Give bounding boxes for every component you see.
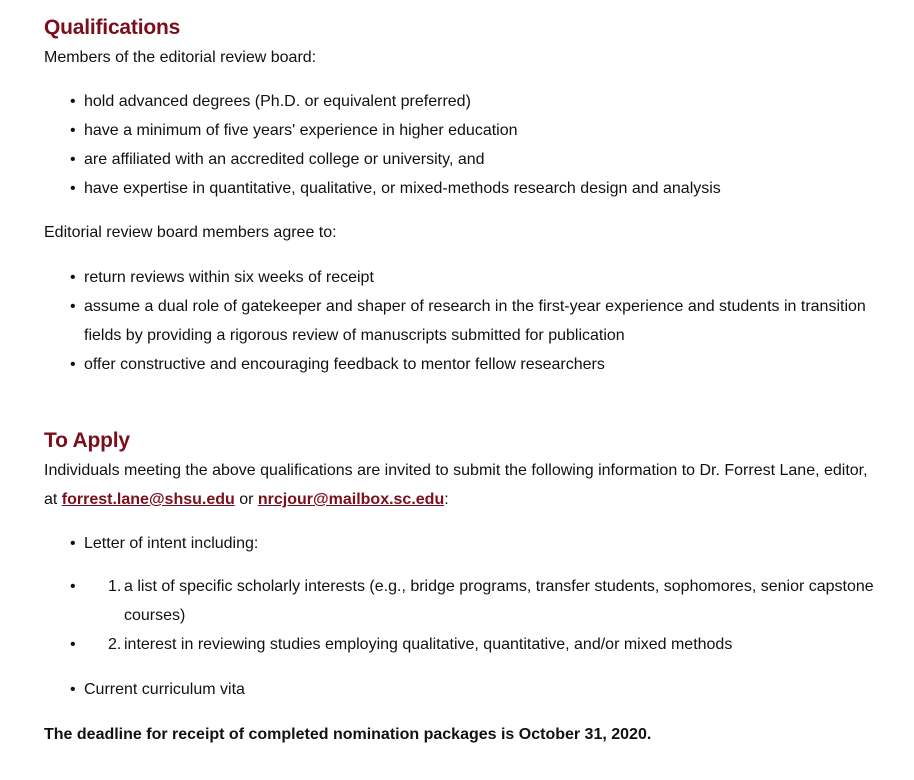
list-item: • have a minimum of five years' experience in higher education bbox=[44, 116, 874, 145]
email-link-editor[interactable]: forrest.lane@shsu.edu bbox=[61, 491, 235, 508]
list-item: • hold advanced degrees (Ph.D. or equivalent preferred) bbox=[44, 87, 874, 116]
apply-intro-text: Individuals meeting the above qualifications are invited to submit the following information to Dr. Forrest Lane, editor, at bbox=[44, 462, 868, 508]
qualifications-heading: Qualifications bbox=[44, 16, 181, 39]
letter-of-intent-sublist bbox=[44, 572, 874, 659]
apply-intro-end: : bbox=[444, 491, 449, 508]
letter-of-intent-label: Letter of intent including: bbox=[84, 535, 259, 552]
list-item: • have expertise in quantitative, qualitative, or mixed-methods research design and analysis bbox=[44, 174, 874, 203]
item-number: • 1. bbox=[108, 578, 122, 595]
application-materials-list bbox=[44, 529, 874, 704]
item-text: a list of specific scholarly interests (e.g., bridge programs, transfer students, sophomores, senior capstone courses) bbox=[124, 578, 874, 624]
to-apply-heading: To Apply bbox=[44, 429, 130, 452]
list-item: • assume a dual role of gatekeeper and shaper of research in the first-year experience and students in transition fields by providing a rigorous review of manuscripts submitted for publication bbox=[44, 292, 874, 350]
qualifications-list bbox=[44, 87, 874, 203]
apply-intro-connector: or bbox=[234, 491, 258, 508]
apply-intro bbox=[44, 456, 874, 514]
item-number: • 2. bbox=[108, 636, 122, 653]
list-item: • offer constructive and encouraging feedback to mentor fellow researchers bbox=[44, 350, 874, 379]
agreement-intro: Editorial review board members agree to: bbox=[44, 224, 337, 241]
list-item: • return reviews within six weeks of receipt bbox=[44, 263, 874, 292]
agreement-list bbox=[44, 263, 874, 379]
item-text: interest in reviewing studies employing qualitative, quantitative, and/or mixed methods bbox=[124, 636, 733, 653]
list-item: • Current curriculum vita bbox=[44, 675, 874, 704]
list-item bbox=[44, 529, 874, 675]
deadline-notice: The deadline for receipt of completed nomination packages is October 31, 2020. bbox=[44, 726, 652, 743]
numbered-item bbox=[44, 630, 874, 659]
list-item: • are affiliated with an accredited college or university, and bbox=[44, 145, 874, 174]
numbered-item bbox=[44, 572, 874, 630]
qualifications-intro: Members of the editorial review board: bbox=[44, 49, 317, 66]
email-link-journal[interactable]: nrcjour@mailbox.sc.edu bbox=[257, 491, 445, 508]
